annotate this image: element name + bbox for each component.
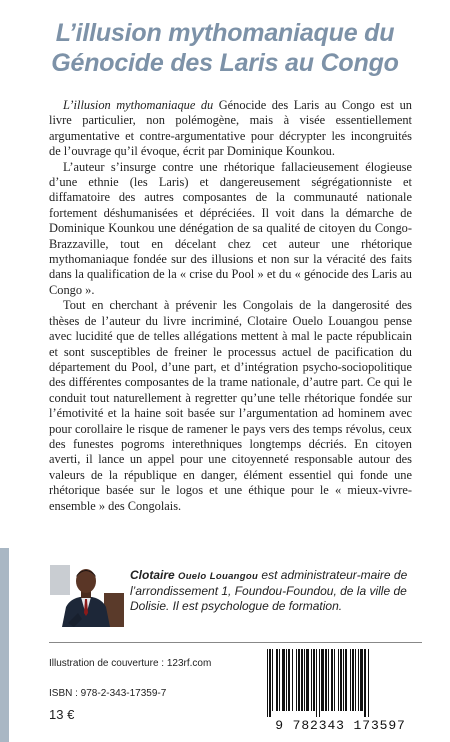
- barcode-bar: [279, 649, 280, 711]
- barcode-bar: [340, 649, 342, 711]
- barcode-bar: [301, 649, 303, 711]
- barcode-bar: [358, 649, 359, 711]
- barcode-bar: [298, 649, 300, 711]
- author-portrait-image: [48, 563, 124, 627]
- paragraph-1-text: Génocide des Laris au Congo est un livre particulier, non polémogène, mais à visée essentiellement argumentative et contre-argumentative pour décrypter les incongruités de l’ouvrage qu’il évoque, écrit par Dominique Kounkou.: [49, 98, 413, 159]
- paragraph-3: Tout en cherchant à prévenir les Congolais de la dangerosité des thèses de l’auteur du livre incriminé, Clotaire Ouelo Louangou pense avec lucidité que de telles allégations mettent à mal le pacte républicain et sont susceptibles de freiner le processus actuel de pacification du département du Pool, d’une part, et d’intégration psycho-sociopolitique des différentes composantes de la trame nationale, d’autre part. Ce qui le conduit tout naturellement à regretter qu’une telle rhétorique fondée sur l’émotivité et la haine soit basée sur l’argumentation ad hominem avec pour corollaire le risque de ramener le pays vers des temps révolus, ceux des funestes pogroms interethniques longtemps décriés. En citoyen averti, il lance un appel pour une citoyenneté responsable autour des valeurs de la république en danger, élément essentiel qui fonde une rhétorique basée sur le logos et une éthique pour le « mieux-vivre-ensemble » des Congolais.: [49, 298, 412, 513]
- footer-divider: [49, 642, 422, 643]
- paragraph-2: L’auteur s’insurge contre une rhétorique fallacieusement élogieuse d’une ethnie (les Laris) et dangereusement ségrégationniste et diffamatoire des autres composantes de la communauté nationale fortement déshumanisées et dépréciées. Il voit dans la démarche de Dominique Kounkou une dénégation de sa qualité de citoyen du Congo-Brazzaville, tout en décelant chez cet auteur une rhétorique mythomaniaque fondée sur des illusions et non sur la véracité des faits dans la qualification de la « crise du Pool » et du « génocide des Laris au Congo ».: [49, 159, 412, 297]
- barcode-bar: [304, 649, 305, 711]
- barcode-bar: [269, 649, 271, 717]
- author-first-name: Clotaire: [130, 568, 179, 582]
- author-last-name-2: Louangou: [209, 571, 259, 582]
- book-title: [20, 18, 430, 78]
- barcode-bar: [325, 649, 327, 711]
- title-line-1: L’illusion mythomaniaque du: [55, 19, 395, 47]
- author-bio: [130, 568, 420, 614]
- barcode-bar: [267, 649, 268, 717]
- barcode-bar: [313, 649, 315, 711]
- barcode-bar: [292, 649, 293, 711]
- barcode-bar: [319, 649, 320, 717]
- barcode-bar: [286, 649, 287, 711]
- barcode-bar: [345, 649, 347, 711]
- barcode-bar: [306, 649, 309, 711]
- barcode-bar: [331, 649, 333, 711]
- author-bio-text: est administrateur-maire de l’arrondissement 1, Foundou-Foundou, de la ville de Dolisie. Il est psychologue de formation.: [130, 568, 408, 613]
- barcode-bar: [296, 649, 297, 711]
- barcode-bar: [311, 649, 312, 711]
- author-photo: [48, 563, 124, 627]
- barcode-digits: 9 782343 173597: [275, 718, 406, 733]
- paragraph-1: [49, 98, 412, 160]
- barcode-bar: [328, 649, 329, 711]
- author-last-name-1: Ouelo: [178, 571, 207, 582]
- author-name: [130, 568, 258, 582]
- barcode-bar: [288, 649, 290, 711]
- illustration-credit: Illustration de couverture : 123rf.com: [49, 658, 212, 669]
- barcode-bar: [316, 649, 317, 717]
- barcode-bar: [364, 649, 366, 717]
- barcode-bar: [321, 649, 324, 711]
- barcode-bars: [255, 647, 423, 717]
- barcode-bar: [352, 649, 354, 711]
- back-cover-blurb: [49, 98, 412, 514]
- isbn: ISBN : 978-2-343-17359-7: [49, 688, 167, 699]
- price: 13 €: [49, 707, 75, 722]
- barcode-bar: [368, 649, 369, 717]
- barcode-bar: [338, 649, 339, 711]
- title-line-2: Génocide des Laris au Congo: [51, 49, 399, 77]
- barcode-bar: [276, 649, 278, 711]
- paragraph-1-italic: L’illusion mythomaniaque du: [63, 98, 214, 112]
- barcode-bar: [334, 649, 335, 711]
- side-color-strip: [0, 548, 9, 742]
- barcode-bar: [360, 649, 363, 711]
- barcode-bar: [272, 649, 273, 711]
- barcode-bar: [282, 649, 285, 711]
- barcode-bar: [343, 649, 344, 711]
- barcode-bar: [355, 649, 356, 711]
- barcode-bar: [350, 649, 351, 711]
